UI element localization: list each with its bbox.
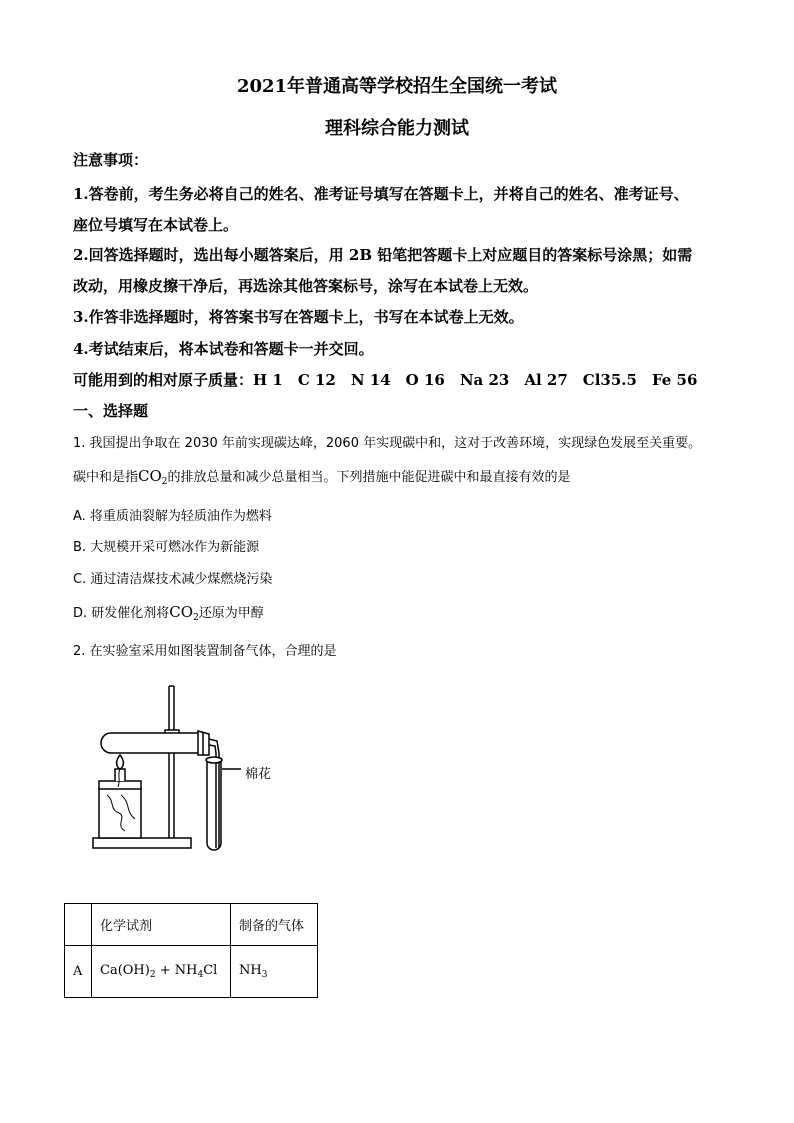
exam-title: 2021年普通高等学校招生全国统一考试 <box>236 76 558 97</box>
delivery-tube <box>209 739 219 848</box>
row-a-gas: $NH_3$ <box>231 946 318 998</box>
co2-formula: $CO_2$ <box>169 603 199 623</box>
flame <box>117 755 124 769</box>
notice-item-4: 4.考试结束后，将本试卷和答题卡一并交回。 <box>73 340 374 358</box>
table-header-row <box>65 904 318 946</box>
table-row <box>65 946 318 998</box>
col-gas-header: 制备的气体 <box>231 904 318 946</box>
row-a-label: A <box>65 946 92 998</box>
table-header-empty <box>65 904 92 946</box>
q1-option-a: A. 将重质油裂解为轻质油作为燃料 <box>73 509 272 524</box>
q1-option-d: D. 研发催化剂将$CO_2$还原为甲醇 <box>73 603 264 623</box>
notice-item-3: 3.作答非选择题时，将答案书写在答题卡上，书写在本试卷上无效。 <box>73 308 524 326</box>
reagent-table <box>64 903 318 998</box>
q1-stem-pre: 碳中和是指 <box>73 470 139 485</box>
q1-option-c: C. 通过清洁煤技术减少煤燃烧污染 <box>73 572 273 587</box>
test-tube <box>101 733 200 753</box>
row-a-reagent: $Ca(OH)_2 + NH_4Cl$ <box>92 946 231 998</box>
stand-base <box>93 838 191 848</box>
q1-stem-line-1: 1. 我国提出争取在 2030 年前实现碳达峰，2060 年实现碳中和，这对于改善环境，实现绿色发展至关重要。 <box>73 436 702 451</box>
cotton <box>206 757 222 763</box>
co2-formula: $CO_2$ <box>138 467 168 487</box>
q2-stem: 2. 在实验室采用如图装置制备气体，合理的是 <box>73 644 337 659</box>
section-heading: 一、选择题 <box>73 402 149 420</box>
q1-stem-line-2 <box>73 466 571 487</box>
notice-item-1-line-1: 1.答卷前，考生务必将自己的姓名、准考证号填写在答题卡上，并将自己的姓名、准考证号、 <box>73 185 689 203</box>
cotton-label: 棉花 <box>245 767 272 782</box>
notice-item-1-line-2: 座位号填写在本试卷上。 <box>73 216 239 234</box>
notice-heading: 注意事项： <box>73 151 149 169</box>
notice-item-2-line-1: 2.回答选择题时，选出每小题答案后，用 2B 铅笔把答题卡上对应题目的答案标号涂黑；如需 <box>73 246 693 264</box>
col-reagent-header: 化学试剂 <box>92 904 231 946</box>
notice-item-2-line-2: 改动，用橡皮擦干净后，再选涂其他答案标号，涂写在本试卷上无效。 <box>73 277 539 295</box>
exam-subtitle: 理科综合能力测试 <box>325 118 469 139</box>
q1-stem-post: 的排放总量和减少总量相当。下列措施中能促进碳中和最直接有效的是 <box>167 470 571 485</box>
q1-option-b: B. 大规模开采可燃冰作为新能源 <box>73 540 260 555</box>
atomic-masses: 可能用到的相对原子质量：H 1 C 12 N 14 O 16 Na 23 Al 27 Cl35.5 Fe 56 <box>73 371 698 389</box>
